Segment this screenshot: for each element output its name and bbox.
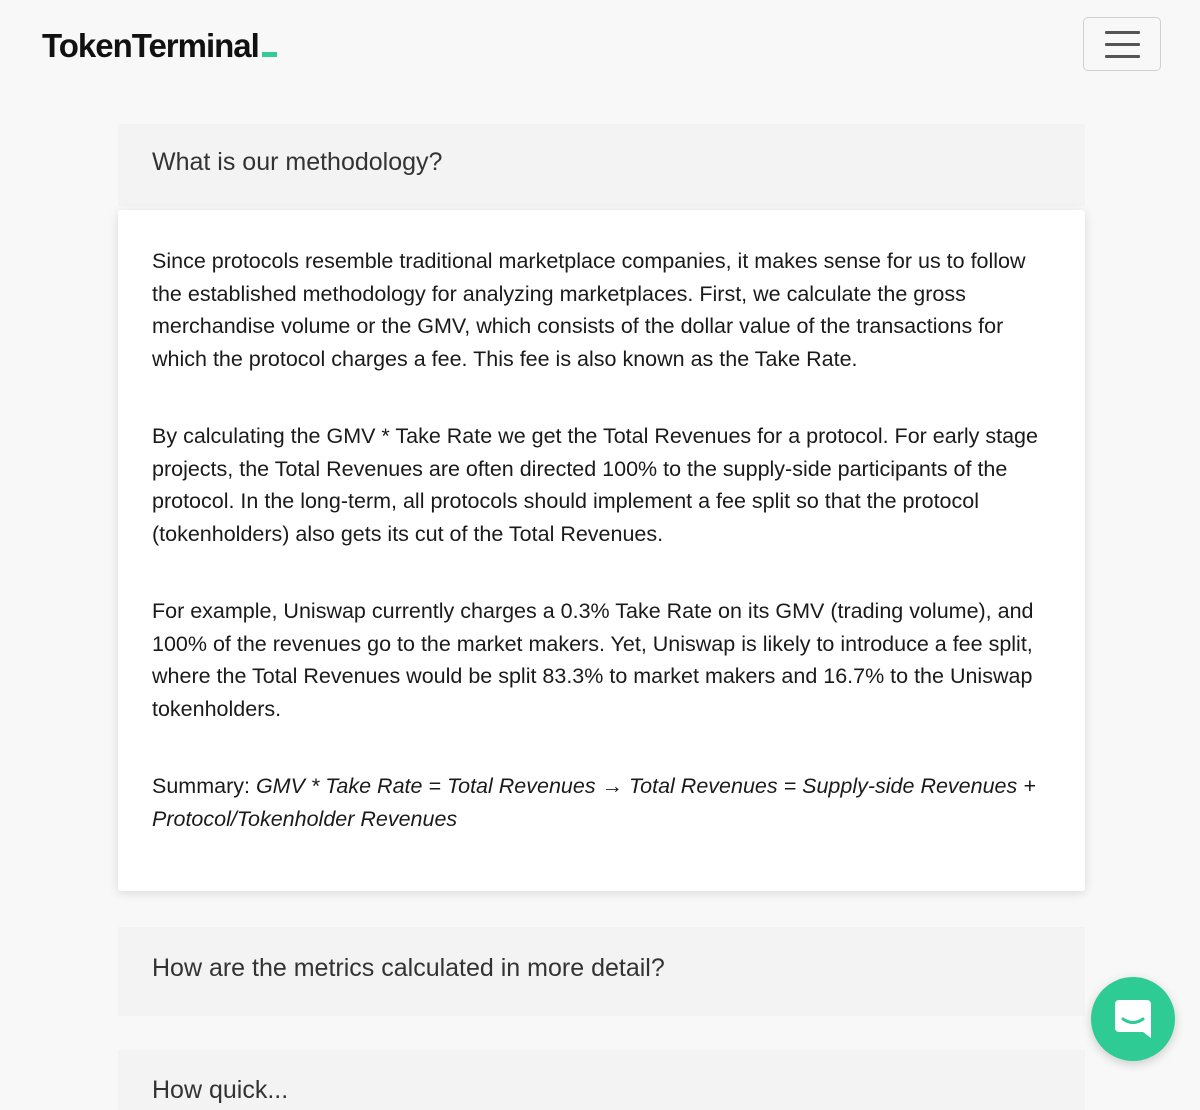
- faq-answer: [118, 210, 1085, 891]
- logo-cursor-mark: [262, 52, 277, 57]
- faq-question: What is our methodology?: [152, 148, 443, 176]
- summary-label: Summary:: [152, 774, 250, 798]
- logo-text: TokenTerminal: [42, 27, 259, 64]
- menu-button[interactable]: [1083, 17, 1161, 71]
- faq-question: How are the metrics calculated in more detail?: [152, 954, 665, 982]
- faq-item-partial[interactable]: [118, 1050, 1085, 1110]
- answer-paragraph: For example, Uniswap currently charges a 0.3% Take Rate on its GMV (trading volume), and 100% of the revenues go to the market makers. Yet, Uniswap is likely to introduce a fee split, where the Total Revenues would be split 83.3% to market makers and 16.7% to the Uniswap tokenholders.: [152, 599, 1034, 721]
- summary: [152, 770, 1052, 835]
- hamburger-icon-bar: [1105, 55, 1140, 58]
- summary-formula: GMV * Take Rate = Total Revenues → Total Revenues = Supply-side Revenues + Protocol/Tokenholder Revenues: [152, 774, 1036, 831]
- chat-bubble-icon: [1113, 998, 1153, 1040]
- faq-question: How quick...: [152, 1076, 289, 1104]
- chat-launcher-button[interactable]: [1091, 977, 1175, 1061]
- answer-paragraph: By calculating the GMV * Take Rate we get the Total Revenues for a protocol. For early stage projects, the Total Revenues are often directed 100% to the supply-side participants of the protocol. In the long-term, all protocols should implement a fee split so that the protocol (tokenholders) also gets its cut of the Total Revenues.: [152, 424, 1038, 546]
- faq-item-methodology[interactable]: [118, 124, 1085, 206]
- answer-body: [152, 245, 1052, 835]
- hamburger-icon: [1105, 31, 1140, 34]
- logo[interactable]: [42, 26, 277, 66]
- header: [0, 0, 1200, 100]
- faq-item-metrics-detail[interactable]: [118, 927, 1085, 1016]
- hamburger-icon-bar: [1105, 43, 1140, 46]
- answer-paragraph: Since protocols resemble traditional marketplace companies, it makes sense for us to follow the established methodology for analyzing marketplaces. First, we calculate the gross merchandise volume or the GMV, which consists of the dollar value of the transactions for which the protocol charges a fee. This fee is also known as the Take Rate.: [152, 249, 1026, 371]
